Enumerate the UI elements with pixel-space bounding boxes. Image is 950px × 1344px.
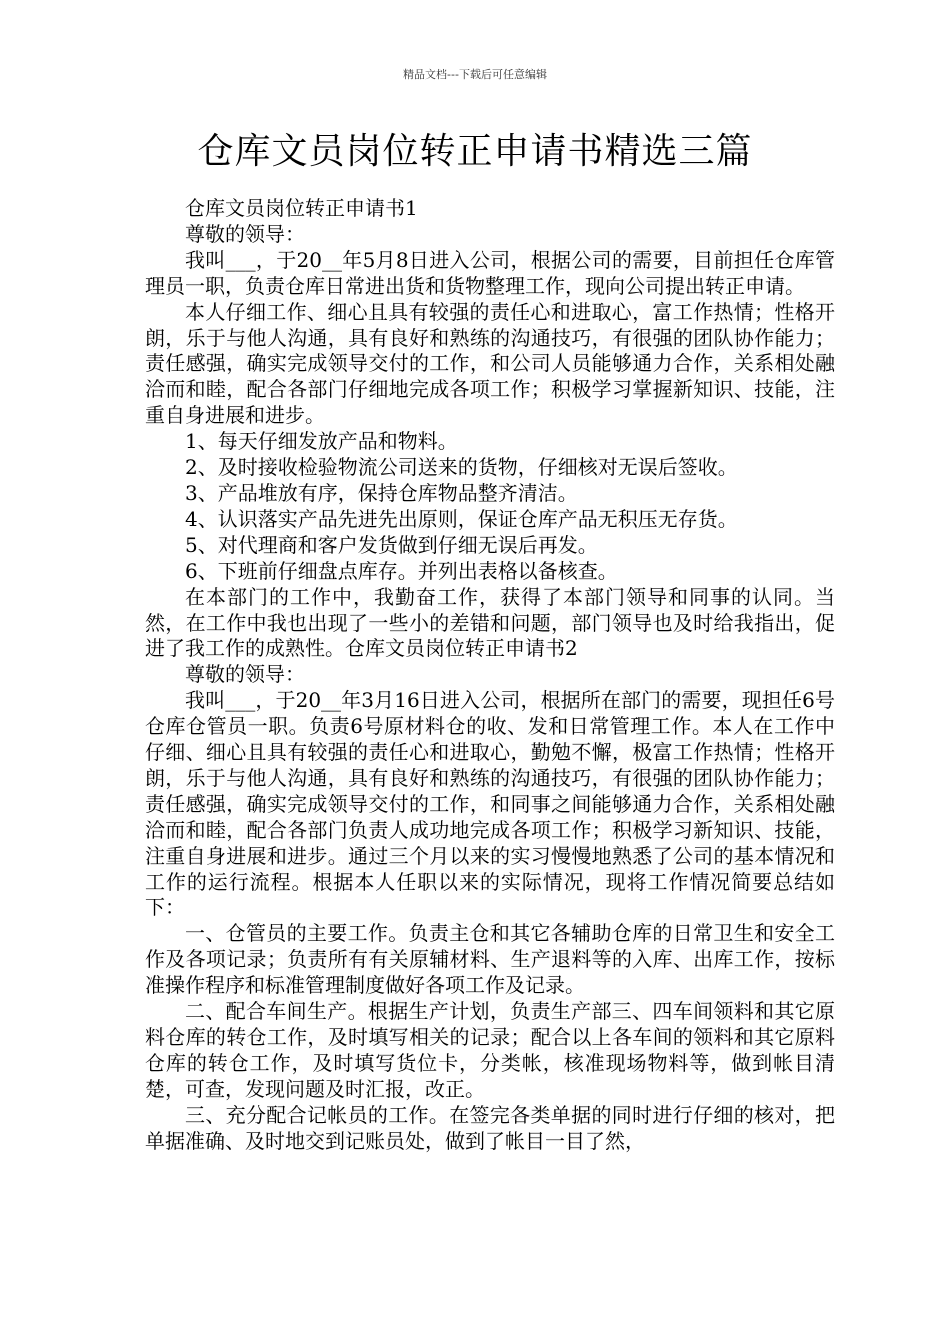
paragraph: 在本部门的工作中，我勤奋工作，获得了本部门领导和同事的认同。当然，在工作中我也出现了一些小的差错和问题，部门领导也及时给我指出，促进了我工作的成熟性。仓库文员岗位转正申请书2 [145, 584, 835, 661]
list-item: 6、下班前仔细盘点库存。并列出表格以备核查。 [185, 558, 618, 583]
paragraph-subtitle-1: 仓库文员岗位转正申请书1 [185, 196, 418, 220]
paragraph-salutation-2: 尊敬的领导： [185, 662, 305, 687]
document-body [145, 196, 835, 1155]
paragraph: 本人仔细工作、细心且具有较强的责任心和进取心，富工作热情；性格开朗，乐于与他人沟通，具有良好和熟练的沟通技巧，有很强的团队协作能力；责任感强，确实完成领导交付的工作，和公司人员能够通力合作，关系相处融洽而和睦，配合各部门仔细地完成各项工作；积极学习掌握新知识、技能，注重自身进展和进步。 [145, 299, 835, 428]
list-item: 5、对代理商和客户发货做到仔细无误后再发。 [185, 532, 598, 557]
paragraph: 一、仓管员的主要工作。负责主仓和其它各辅助仓库的日常卫生和安全工作及各项记录；负责所有有关原辅材料、生产退料等的入库、出库工作，按标准操作程序和标准管理制度做好各项工作及记录。 [145, 921, 835, 998]
paragraph: 二、配合车间生产。根据生产计划，负责生产部三、四车间领料和其它原料仓库的转仓工作，及时填写相关的记录；配合以上各车间的领料和其它原料仓库的转仓工作，及时填写货位卡，分类帐，核准现场物料等，做到帐目清楚，可查，发现问题及时汇报，改正。 [145, 999, 835, 1101]
paragraph: 我叫___，于20__年3月16日进入公司，根据所在部门的需要，现担任6号仓库仓管员一职。负责6号原材料仓的收、发和日常管理工作。本人在工作中仔细、细心且具有较强的责任心和进取心，勤勉不懈，极富工作热情；性格开朗，乐于与他人沟通，具有良好和熟练的沟通技巧，有很强的团队协作能力；责任感强，确实完成领导交付的工作，和同事之间能够通力合作，关系相处融洽而和睦，配合各部门负责人成功地完成各项工作；积极学习新知识、技能，注重自身进展和进步。通过三个月以来的实习慢慢地熟悉了公司的基本情况和工作的运行流程。根据本人任职以来的实际情况，现将工作情况简要总结如下： [145, 688, 835, 920]
header-note: 精品文档---下载后可任意编辑 [403, 68, 547, 81]
list-item: 4、认识落实产品先进先出原则，保证仓库产品无积压无存货。 [185, 506, 738, 531]
list-item: 1、每天仔细发放产品和物料。 [185, 429, 458, 454]
paragraph: 我叫___，于20__年5月8日进入公司，根据公司的需要，目前担任仓库管理员一职，负责仓库日常进出货和货物整理工作，现向公司提出转正申请。 [145, 247, 835, 298]
list-item: 3、产品堆放有序，保持仓库物品整齐清洁。 [185, 480, 578, 505]
paragraph-salutation-1: 尊敬的领导： [185, 221, 305, 246]
list-item: 2、及时接收检验物流公司送来的货物，仔细核对无误后签收。 [185, 455, 738, 480]
paragraph: 三、充分配合记帐员的工作。在签完各类单据的同时进行仔细的核对，把单据准确、及时地交到记账员处，做到了帐目一目了然， [145, 1102, 835, 1153]
document-title: 仓库文员岗位转正申请书精选三篇 [197, 131, 753, 172]
